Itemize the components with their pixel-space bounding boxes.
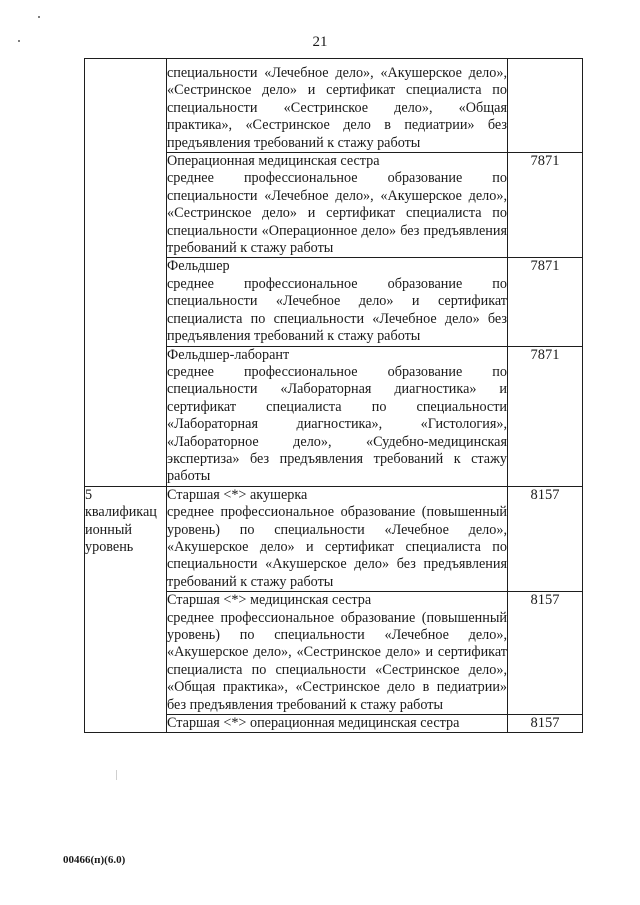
salary-cell (508, 258, 583, 346)
salary-cell (508, 59, 583, 153)
scan-speck (38, 16, 40, 18)
qualification-level-cell (85, 486, 167, 733)
salary-cell (508, 715, 583, 733)
qualification-level-cell (85, 59, 167, 487)
salary-cell (508, 486, 583, 591)
position-description: Фельдшер среднее профессиональное образование по специальности «Лечебное дело» и сертификат специалиста по специальности «Лечебное дело» без предъявления требований к стажу работы (167, 258, 507, 345)
position-description-cell (167, 59, 508, 153)
salary-cell (508, 153, 583, 258)
position-description-cell (167, 592, 508, 715)
document-code: 00466(п)(6.0) (63, 854, 126, 866)
salary-cell (508, 592, 583, 715)
salary-value: 8157 (530, 486, 560, 503)
position-description: Операционная медицинская сестра среднее профессиональное образование по специальности «Лечебное дело», «Акушерское дело», «Сестринское дело» и сертификат специалиста по специальности «Операционное дело» без предъявления требований к стажу работы (167, 153, 507, 257)
position-description: Старшая <*> медицинская сестра среднее профессиональное образование (повышенный уровень) по специальности «Лечебное дело», «Акушерское дело», «Сестринское дело» и сертификат специалиста по специальности «Сестринское дело», «Общая практика», «Сестринское дело в педиатрии» без предъявления требований к стажу работы (167, 592, 507, 713)
position-description-cell (167, 153, 508, 258)
table-row (85, 59, 583, 153)
salary-table (84, 58, 583, 733)
position-description-cell (167, 486, 508, 591)
salary-cell (508, 346, 583, 486)
position-description-cell (167, 346, 508, 486)
position-description: Старшая <*> акушерка среднее профессиональное образование (повышенный уровень) по специальности «Лечебное дело», «Акушерское дело» и сертификат специалиста по специальности «Акушерское дело» без предъявления требований к стажу работы (167, 486, 507, 590)
position-description-cell (167, 258, 508, 346)
scan-artifact (116, 770, 117, 780)
qualification-level: 5 квалификац ионный уровень (85, 486, 157, 555)
page-number: 21 (312, 34, 328, 50)
position-description: Старшая <*> операционная медицинская сестра (167, 715, 460, 732)
salary-value: 7871 (530, 258, 560, 275)
salary-value: 8157 (530, 715, 560, 732)
salary-value: 8157 (530, 592, 560, 609)
position-description: Фельдшер-лаборант среднее профессиональное образование по специальности «Лабораторная диагностика» и сертификат специалиста по специальности «Лабораторная диагностика», «Гистология», «Лабораторное дело», «Судебно-медицинская экспертиза» без предъявления требований к стажу работы (167, 346, 507, 485)
salary-value: 7871 (530, 346, 560, 363)
position-description: специальности «Лечебное дело», «Акушерское дело», «Сестринское дело» и сертификат специалиста по специальности «Сестринское дело», «Общая практика», «Сестринское дело в педиатрии» без предъявления требований к стажу работы (167, 65, 507, 151)
position-description-cell (167, 715, 508, 733)
table-row (85, 486, 583, 591)
salary-value: 7871 (530, 153, 560, 170)
